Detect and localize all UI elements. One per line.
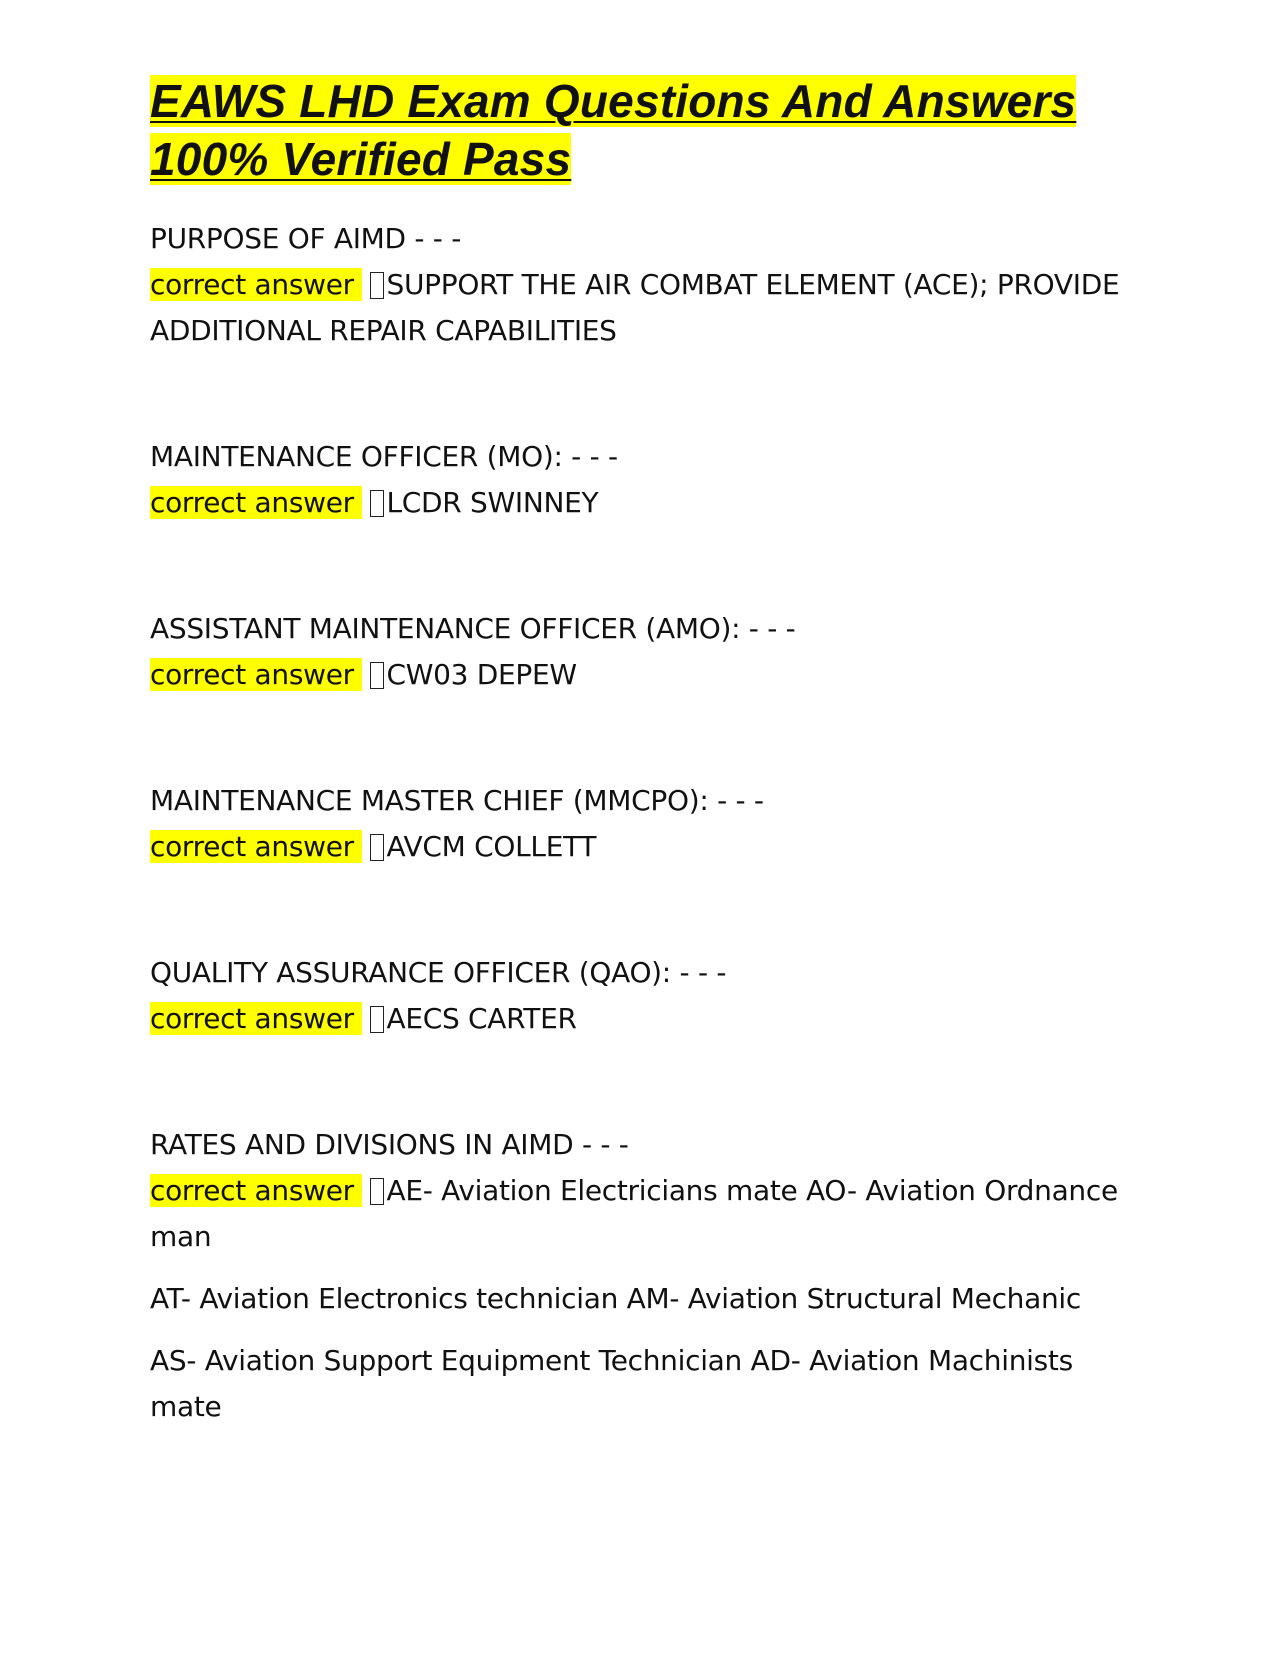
- question-text: RATES AND DIVISIONS IN AIMD - - -: [150, 1128, 629, 1161]
- question-text: MAINTENANCE OFFICER (MO): - - -: [150, 440, 618, 473]
- question-text: ASSISTANT MAINTENANCE OFFICER (AMO): - - -: [150, 612, 796, 645]
- missing-glyph-box-icon: [370, 1178, 384, 1205]
- missing-glyph-box-icon: [370, 490, 384, 517]
- answer-line: [150, 1168, 1140, 1260]
- answer-text: AVCM COLLETT: [386, 830, 597, 863]
- document-title: [150, 72, 1140, 188]
- answer-text: AE- Aviation Electricians mate AO- Aviation Ordnance man: [150, 1174, 1118, 1253]
- answer-continuation: AS- Aviation Support Equipment Technician AD- Aviation Machinists mate: [150, 1344, 1073, 1423]
- missing-glyph-box-icon: [370, 272, 384, 299]
- answer-label: correct answer: [150, 486, 362, 519]
- answer-label: correct answer: [150, 658, 362, 691]
- qa-item-mmcpo: [150, 778, 1140, 870]
- missing-glyph-box-icon: [370, 834, 384, 861]
- document-content: [150, 72, 1140, 1430]
- answer-text: AECS CARTER: [386, 1002, 577, 1035]
- document-title-text: EAWS LHD Exam Questions And Answers 100% Verified Pass: [150, 75, 1077, 185]
- question-text: MAINTENANCE MASTER CHIEF (MMCPO): - - -: [150, 784, 764, 817]
- question-text: PURPOSE OF AIMD - - -: [150, 222, 462, 255]
- answer-text: SUPPORT THE AIR COMBAT ELEMENT (ACE); PROVIDE ADDITIONAL REPAIR CAPABILITIES: [150, 268, 1120, 347]
- answer-line: [150, 824, 1140, 870]
- answer-label: correct answer: [150, 1002, 362, 1035]
- qa-item-mo: [150, 434, 1140, 526]
- answer-line: [150, 262, 1140, 354]
- answer-continuation: AT- Aviation Electronics technician AM- Aviation Structural Mechanic: [150, 1282, 1081, 1315]
- question-text: QUALITY ASSURANCE OFFICER (QAO): - - -: [150, 956, 727, 989]
- missing-glyph-box-icon: [370, 1006, 384, 1033]
- missing-glyph-box-icon: [370, 662, 384, 689]
- qa-item-rates-divisions: [150, 1122, 1140, 1430]
- qa-item-aimd-purpose: [150, 216, 1140, 354]
- answer-label: correct answer: [150, 1174, 362, 1207]
- answer-label: correct answer: [150, 268, 362, 301]
- qa-item-qao: [150, 950, 1140, 1042]
- answer-line: [150, 652, 1140, 698]
- answer-text: LCDR SWINNEY: [386, 486, 599, 519]
- answer-line: [150, 480, 1140, 526]
- qa-item-amo: [150, 606, 1140, 698]
- answer-line: [150, 996, 1140, 1042]
- answer-label: correct answer: [150, 830, 362, 863]
- answer-text: CW03 DEPEW: [386, 658, 577, 691]
